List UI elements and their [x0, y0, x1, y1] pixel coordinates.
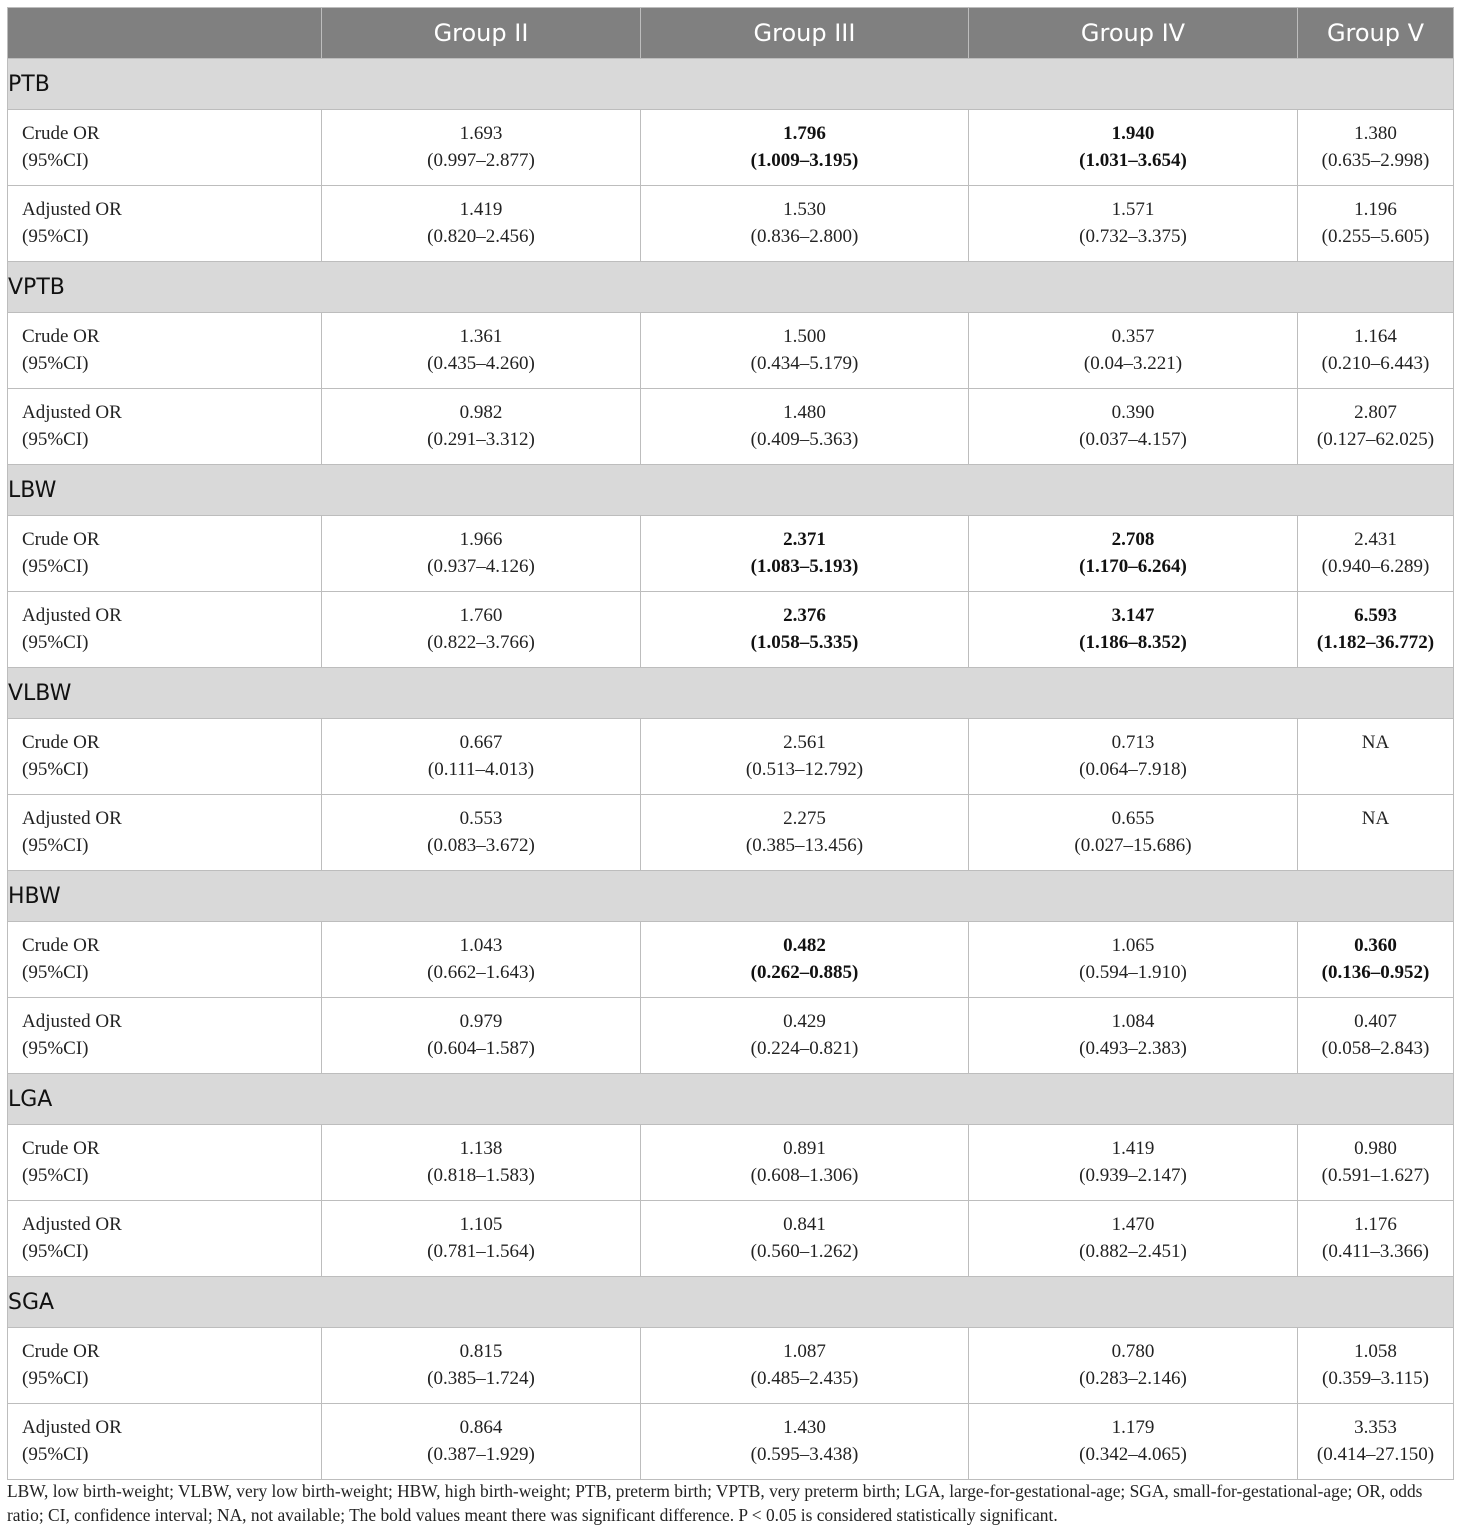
table-row	[8, 592, 1454, 668]
odds-ratio-value: 1.380	[1354, 123, 1397, 144]
odds-ratio-value: 0.841	[783, 1214, 826, 1235]
section-label: HBW	[8, 871, 1454, 922]
table-cell	[1298, 313, 1454, 389]
row-label-ci: (95%CI)	[22, 353, 89, 374]
row-label-measure: Crude OR	[22, 326, 100, 347]
odds-ratio-value: 1.760	[459, 605, 503, 626]
confidence-interval: (0.836–2.800)	[750, 226, 859, 247]
table-cell	[641, 1328, 969, 1404]
row-label-ci: (95%CI)	[22, 759, 89, 780]
confidence-interval: (0.037–4.157)	[1079, 429, 1187, 450]
table-cell	[641, 313, 969, 389]
odds-ratio-value: 1.966	[459, 529, 503, 550]
confidence-interval: (0.385–1.724)	[427, 1368, 535, 1389]
confidence-interval: (0.385–13.456)	[745, 835, 864, 856]
confidence-interval: (0.387–1.929)	[427, 1444, 535, 1465]
section-row	[8, 668, 1454, 719]
confidence-interval: (1.186–8.352)	[1079, 632, 1187, 653]
row-label-ci: (95%CI)	[22, 632, 89, 653]
confidence-interval: (0.635–2.998)	[1321, 150, 1430, 171]
row-label	[8, 1201, 322, 1277]
table-cell	[322, 592, 641, 668]
confidence-interval: (0.608–1.306)	[750, 1165, 859, 1186]
column-header: Group V	[1298, 8, 1454, 59]
table-cell	[1298, 1201, 1454, 1277]
table-cell	[641, 1125, 969, 1201]
section-row	[8, 59, 1454, 110]
table-footnote: LBW, low birth-weight; VLBW, very low birth-weight; HBW, high birth-weight; PTB, preterm birth; VPTB, very preterm birth; LGA, large-for-gestational-age; SGA, small-for-gestational-age; OR, odds ratio; CI, confidence interval; NA, not available; The bold values meant there was significant difference. P < 0.05 is considered statistically significant.	[7, 1481, 1423, 1525]
odds-ratio-value: NA	[1361, 808, 1390, 829]
confidence-interval: (0.359–3.115)	[1322, 1368, 1429, 1389]
section-row	[8, 1074, 1454, 1125]
confidence-interval: (0.414–27.150)	[1316, 1444, 1435, 1465]
confidence-interval: (0.027–15.686)	[1074, 835, 1192, 856]
table-cell	[322, 389, 641, 465]
odds-ratio-value: 3.353	[1354, 1417, 1397, 1438]
row-label	[8, 1125, 322, 1201]
confidence-interval: (0.127–62.025)	[1316, 429, 1435, 450]
table-body	[8, 59, 1454, 1480]
odds-ratio-value: 0.357	[1111, 326, 1155, 347]
table-row	[8, 516, 1454, 592]
table-cell	[322, 795, 641, 871]
odds-ratio-value: 1.176	[1354, 1214, 1397, 1235]
odds-ratio-value: 2.371	[783, 529, 826, 550]
table-header	[8, 8, 1454, 59]
section-row	[8, 465, 1454, 516]
confidence-interval: (0.937–4.126)	[427, 556, 535, 577]
odds-ratio-value: 1.419	[1111, 1138, 1155, 1159]
row-label-measure: Crude OR	[22, 123, 100, 144]
odds-ratio-value: 0.780	[1111, 1341, 1155, 1362]
odds-ratio-value: 1.065	[1111, 935, 1155, 956]
row-label-measure: Adjusted OR	[22, 1417, 122, 1438]
table-row	[8, 719, 1454, 795]
confidence-interval: (0.732–3.375)	[1079, 226, 1187, 247]
confidence-interval: (0.434–5.179)	[750, 353, 859, 374]
confidence-interval: (0.662–1.643)	[427, 962, 535, 983]
odds-ratio-value: 1.500	[783, 326, 826, 347]
odds-ratio-value: 1.179	[1111, 1417, 1155, 1438]
table-cell	[641, 592, 969, 668]
confidence-interval: (1.182–36.772)	[1316, 632, 1435, 653]
confidence-interval: (0.111–4.013)	[427, 759, 535, 780]
confidence-interval: (0.058–2.843)	[1321, 1038, 1430, 1059]
row-label-measure: Crude OR	[22, 1138, 100, 1159]
row-label-ci: (95%CI)	[22, 1038, 89, 1059]
column-header: Group IV	[969, 8, 1298, 59]
confidence-interval: (0.591–1.627)	[1321, 1165, 1430, 1186]
table-cell	[969, 592, 1298, 668]
table-cell	[641, 110, 969, 186]
confidence-interval: (0.604–1.587)	[427, 1038, 535, 1059]
column-header: Group II	[322, 8, 641, 59]
row-label-ci: (95%CI)	[22, 835, 89, 856]
confidence-interval: (0.493–2.383)	[1079, 1038, 1187, 1059]
confidence-interval: (0.882–2.451)	[1079, 1241, 1187, 1262]
confidence-interval: (0.822–3.766)	[427, 632, 535, 653]
table-cell	[969, 1328, 1298, 1404]
confidence-interval: (0.781–1.564)	[427, 1241, 535, 1262]
odds-ratio-value: 0.407	[1354, 1011, 1397, 1032]
section-label: VLBW	[8, 668, 1454, 719]
odds-ratio-value: 0.360	[1354, 935, 1397, 956]
odds-ratio-value: 1.105	[459, 1214, 503, 1235]
confidence-interval: (0.224–0.821)	[750, 1038, 859, 1059]
row-label-measure: Adjusted OR	[22, 1214, 122, 1235]
confidence-interval: (0.820–2.456)	[427, 226, 535, 247]
odds-ratio-value: 1.940	[1111, 123, 1155, 144]
section-label: LGA	[8, 1074, 1454, 1125]
section-label: VPTB	[8, 262, 1454, 313]
odds-ratio-value: 0.864	[459, 1417, 503, 1438]
confidence-interval: (0.595–3.438)	[750, 1444, 859, 1465]
row-label	[8, 186, 322, 262]
table-cell	[641, 1404, 969, 1480]
row-label	[8, 516, 322, 592]
odds-ratio-value: 2.376	[783, 605, 826, 626]
odds-ratio-value: NA	[1361, 732, 1390, 753]
odds-ratio-value: 0.667	[459, 732, 503, 753]
section-label: SGA	[8, 1277, 1454, 1328]
table-cell	[1298, 998, 1454, 1074]
table-row	[8, 1125, 1454, 1201]
odds-ratio-value: 2.807	[1354, 402, 1397, 423]
confidence-interval: (0.04–3.221)	[1083, 353, 1183, 374]
row-label-measure: Crude OR	[22, 732, 100, 753]
odds-ratio-value: 1.693	[459, 123, 503, 144]
table-cell	[1298, 1328, 1454, 1404]
table-cell	[969, 922, 1298, 998]
table-row	[8, 1404, 1454, 1480]
table-cell	[322, 186, 641, 262]
section-row	[8, 1277, 1454, 1328]
row-label-ci: (95%CI)	[22, 150, 89, 171]
confidence-interval: (0.283–2.146)	[1079, 1368, 1187, 1389]
odds-ratio-value: 1.796	[783, 123, 826, 144]
row-label-measure: Adjusted OR	[22, 402, 122, 423]
confidence-interval: (0.513–12.792)	[745, 759, 864, 780]
odds-ratio-value: 0.891	[783, 1138, 826, 1159]
odds-ratio-table	[7, 7, 1454, 1480]
confidence-interval: (0.997–2.877)	[427, 150, 535, 171]
odds-ratio-value: 0.815	[459, 1341, 503, 1362]
row-label-ci: (95%CI)	[22, 1444, 89, 1465]
confidence-interval: (0.409–5.363)	[750, 429, 859, 450]
table-cell	[641, 719, 969, 795]
odds-ratio-value: 1.196	[1354, 199, 1397, 220]
confidence-interval: (0.210–6.443)	[1321, 353, 1430, 374]
odds-ratio-value: 1.084	[1111, 1011, 1155, 1032]
column-header: Group III	[641, 8, 969, 59]
table-cell	[641, 1201, 969, 1277]
table-cell	[969, 1404, 1298, 1480]
row-label-measure: Adjusted OR	[22, 605, 122, 626]
table-cell	[969, 1125, 1298, 1201]
row-label	[8, 998, 322, 1074]
table-cell	[1298, 1125, 1454, 1201]
table-cell	[1298, 922, 1454, 998]
odds-ratio-value: 1.419	[459, 199, 503, 220]
table-cell	[322, 922, 641, 998]
odds-ratio-value: 0.553	[459, 808, 503, 829]
odds-ratio-value: 2.275	[783, 808, 826, 829]
header-corner-cell	[8, 8, 322, 59]
table-row	[8, 1328, 1454, 1404]
table-row	[8, 998, 1454, 1074]
table-cell	[1298, 592, 1454, 668]
header-row	[8, 8, 1454, 59]
odds-ratio-value: 0.713	[1111, 732, 1155, 753]
odds-ratio-value: 0.982	[459, 402, 503, 423]
table-cell	[322, 313, 641, 389]
table-row	[8, 313, 1454, 389]
table-cell	[641, 516, 969, 592]
table-cell	[322, 1328, 641, 1404]
row-label-measure: Crude OR	[22, 529, 100, 550]
table-cell	[969, 110, 1298, 186]
confidence-interval: (1.031–3.654)	[1079, 150, 1187, 171]
confidence-interval: (0.818–1.583)	[427, 1165, 535, 1186]
table-cell	[969, 795, 1298, 871]
confidence-interval: (0.560–1.262)	[750, 1241, 859, 1262]
table-cell	[641, 389, 969, 465]
confidence-interval: (1.058–5.335)	[750, 632, 859, 653]
odds-ratio-value: 1.361	[459, 326, 503, 347]
table-cell	[322, 998, 641, 1074]
odds-ratio-value: 1.138	[459, 1138, 503, 1159]
table-cell	[1298, 719, 1454, 795]
odds-ratio-value: 0.429	[783, 1011, 826, 1032]
table-cell	[1298, 389, 1454, 465]
confidence-interval: (0.262–0.885)	[750, 962, 859, 983]
row-label	[8, 795, 322, 871]
odds-ratio-value: 2.431	[1354, 529, 1397, 550]
confidence-interval: (0.136–0.952)	[1321, 962, 1430, 983]
odds-ratio-value: 0.979	[459, 1011, 503, 1032]
section-label: PTB	[8, 59, 1454, 110]
row-label	[8, 313, 322, 389]
row-label-ci: (95%CI)	[22, 1368, 89, 1389]
odds-ratio-value: 1.430	[783, 1417, 826, 1438]
odds-ratio-value: 0.980	[1354, 1138, 1397, 1159]
table-cell	[322, 1201, 641, 1277]
table-row	[8, 795, 1454, 871]
row-label-ci: (95%CI)	[22, 1165, 89, 1186]
row-label	[8, 719, 322, 795]
table-row	[8, 186, 1454, 262]
table-row	[8, 110, 1454, 186]
confidence-interval: (0.411–3.366)	[1322, 1241, 1429, 1262]
table-cell	[322, 516, 641, 592]
row-label	[8, 1404, 322, 1480]
confidence-interval: (0.342–4.065)	[1079, 1444, 1187, 1465]
odds-ratio-value: 1.043	[459, 935, 503, 956]
table-cell	[322, 1125, 641, 1201]
row-label-measure: Adjusted OR	[22, 808, 122, 829]
odds-ratio-value: 1.480	[783, 402, 826, 423]
table-row	[8, 922, 1454, 998]
odds-ratio-value: 0.655	[1111, 808, 1155, 829]
confidence-interval: (0.939–2.147)	[1079, 1165, 1187, 1186]
odds-ratio-value: 1.058	[1354, 1341, 1397, 1362]
odds-ratio-value: 1.571	[1111, 199, 1155, 220]
table-cell	[969, 389, 1298, 465]
table-cell	[1298, 795, 1454, 871]
table-cell	[322, 1404, 641, 1480]
section-row	[8, 871, 1454, 922]
odds-ratio-value: 1.470	[1111, 1214, 1155, 1235]
table-cell	[969, 313, 1298, 389]
table-cell	[641, 186, 969, 262]
confidence-interval: (1.170–6.264)	[1079, 556, 1187, 577]
odds-ratio-value: 0.390	[1111, 402, 1155, 423]
table-cell	[1298, 110, 1454, 186]
row-label-ci: (95%CI)	[22, 556, 89, 577]
table-cell	[641, 998, 969, 1074]
row-label	[8, 922, 322, 998]
confidence-interval: (0.083–3.672)	[427, 835, 535, 856]
odds-ratio-value: 2.708	[1111, 529, 1155, 550]
odds-ratio-value: 3.147	[1111, 605, 1155, 626]
odds-ratio-value: 0.482	[783, 935, 826, 956]
confidence-interval: (1.009–3.195)	[750, 150, 859, 171]
table-cell	[969, 998, 1298, 1074]
table-cell	[641, 795, 969, 871]
row-label-measure: Crude OR	[22, 935, 100, 956]
row-label	[8, 389, 322, 465]
confidence-interval: (0.255–5.605)	[1321, 226, 1430, 247]
section-label: LBW	[8, 465, 1454, 516]
row-label-measure: Adjusted OR	[22, 199, 122, 220]
confidence-interval: (0.435–4.260)	[427, 353, 535, 374]
table-cell	[969, 719, 1298, 795]
row-label-ci: (95%CI)	[22, 962, 89, 983]
row-label	[8, 110, 322, 186]
confidence-interval: (0.940–6.289)	[1321, 556, 1430, 577]
table-cell	[969, 186, 1298, 262]
table-cell	[969, 516, 1298, 592]
odds-ratio-value: 2.561	[783, 732, 826, 753]
odds-ratio-value: 1.087	[783, 1341, 826, 1362]
row-label-measure: Adjusted OR	[22, 1011, 122, 1032]
row-label-ci: (95%CI)	[22, 1241, 89, 1262]
odds-ratio-value: 1.530	[783, 199, 826, 220]
confidence-interval: (0.291–3.312)	[427, 429, 535, 450]
table-row	[8, 389, 1454, 465]
table-cell	[322, 110, 641, 186]
odds-ratio-value: 6.593	[1354, 605, 1397, 626]
table-row	[8, 1201, 1454, 1277]
table-cell	[322, 719, 641, 795]
table-cell	[1298, 1404, 1454, 1480]
row-label	[8, 592, 322, 668]
confidence-interval: (1.083–5.193)	[750, 556, 859, 577]
table-cell	[641, 922, 969, 998]
table-cell	[1298, 186, 1454, 262]
row-label-ci: (95%CI)	[22, 429, 89, 450]
odds-ratio-value: 1.164	[1354, 326, 1397, 347]
confidence-interval: (0.485–2.435)	[750, 1368, 859, 1389]
row-label-measure: Crude OR	[22, 1341, 100, 1362]
row-label-ci: (95%CI)	[22, 226, 89, 247]
table-cell	[969, 1201, 1298, 1277]
confidence-interval: (0.064–7.918)	[1079, 759, 1187, 780]
table-cell	[1298, 516, 1454, 592]
confidence-interval: (0.594–1.910)	[1079, 962, 1187, 983]
section-row	[8, 262, 1454, 313]
row-label	[8, 1328, 322, 1404]
